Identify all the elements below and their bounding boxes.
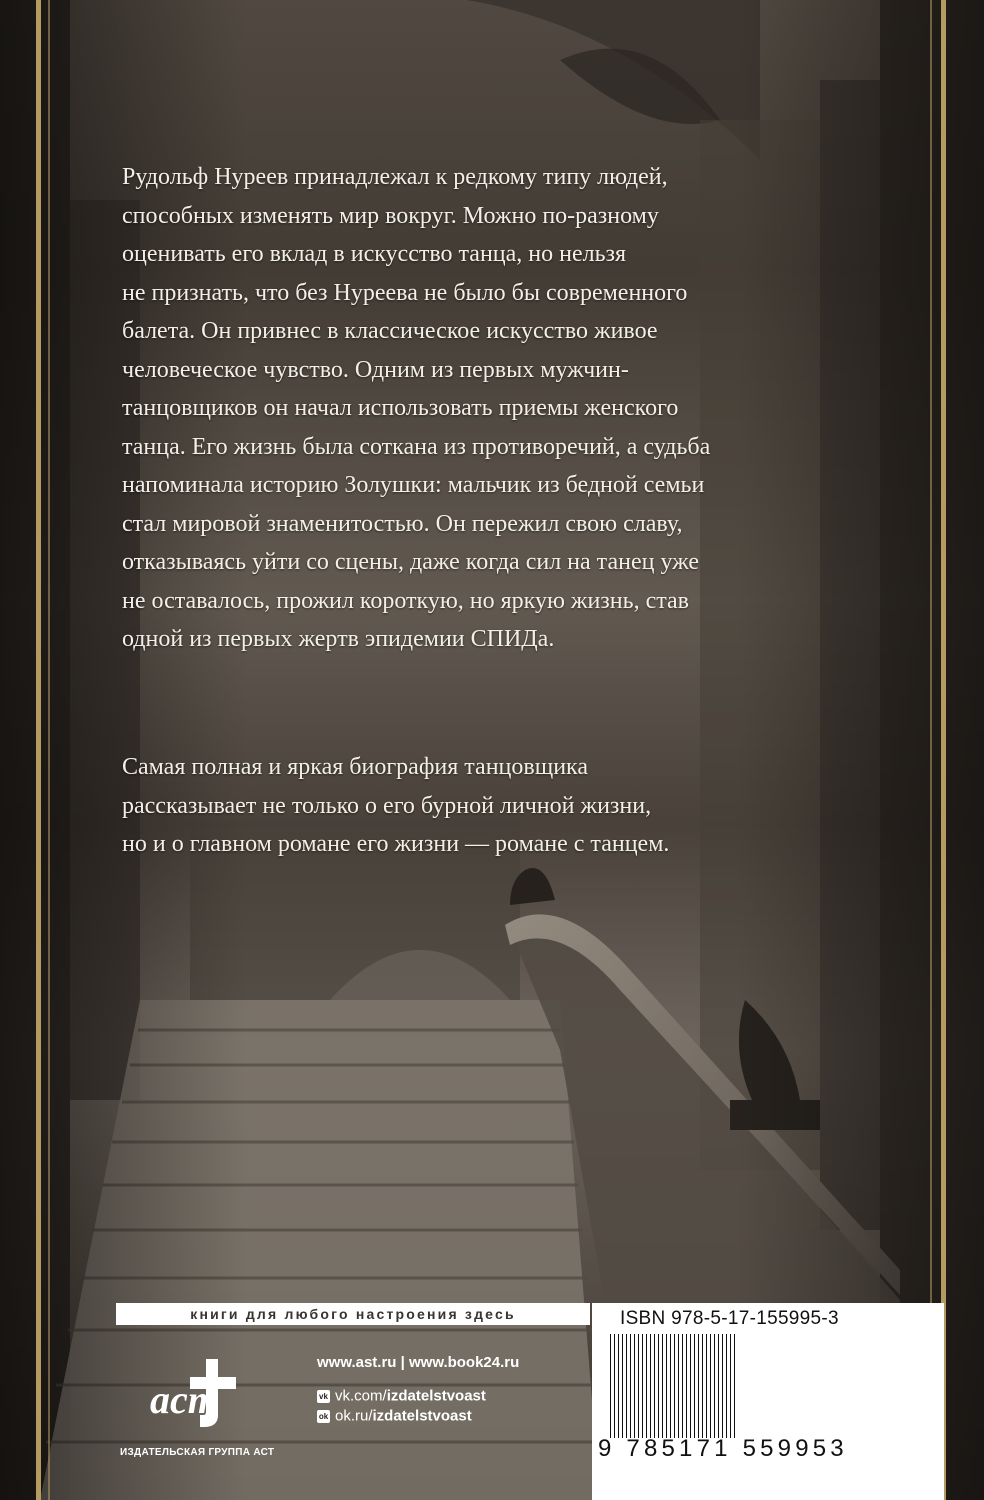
blurb-line: Самая полная и яркая биография танцовщика (122, 754, 588, 780)
barcode-bar (702, 1334, 703, 1438)
barcode-bar (698, 1334, 699, 1438)
blurb-line: оценивать его вклад в искусство танца, но нельзя (122, 241, 627, 267)
barcode-bar (706, 1334, 707, 1438)
blurb-line: но и о главном романе его жизни — романе с танцем. (122, 831, 670, 857)
barcode-bar (718, 1334, 719, 1438)
barcode-bar (654, 1334, 655, 1438)
barcode-bar (734, 1334, 735, 1438)
barcode-bar (686, 1334, 687, 1438)
odnoklassniki-icon: ok (318, 1411, 329, 1421)
barcode-bar (610, 1334, 611, 1438)
barcode-bar (626, 1334, 627, 1438)
barcode-bar (678, 1334, 679, 1438)
barcode-bar (666, 1334, 667, 1438)
ok-handle: izdatelstvoast (372, 1407, 472, 1425)
barcode-bar (634, 1334, 635, 1438)
barcode-bar (690, 1334, 691, 1438)
blurb-line: Рудольф Нуреев принадлежал к редкому типу людей, (122, 164, 668, 190)
barcode-bar (658, 1334, 659, 1438)
blurb-line: стал мировой знаменитостью. Он пережил свою славу, (122, 510, 683, 537)
barcode-bar (726, 1334, 727, 1438)
barcode-bar (714, 1334, 715, 1438)
barcode-bar (638, 1334, 639, 1438)
isbn-label: ISBN 978-5-17-155995-3 (620, 1308, 839, 1329)
blurb-paragraph-2 (122, 748, 842, 864)
blurb-line: напоминала историю Золушки: мальчик из бедной семьи (122, 472, 705, 498)
barcode-bar (670, 1334, 671, 1438)
barcode-bar (650, 1334, 651, 1438)
barcode-bar (618, 1334, 619, 1438)
barcode-bar (674, 1334, 675, 1438)
barcode-bar (642, 1334, 643, 1438)
blurb-paragraph-1 (122, 158, 842, 659)
ast-logo (148, 1355, 240, 1431)
barcode-bar (730, 1334, 731, 1438)
barcode-bar (614, 1334, 615, 1438)
isbn-barcode-box (592, 1303, 944, 1500)
barcode-bar (722, 1334, 723, 1438)
ok-prefix: ok.ru/ (335, 1407, 373, 1425)
barcode-digits: 9 785171 559953 (598, 1435, 848, 1462)
websites-link[interactable]: www.ast.ru | www.book24.ru (317, 1354, 520, 1371)
vk-link[interactable] (317, 1387, 486, 1405)
barcode-bar (682, 1334, 683, 1438)
vk-handle: izdatelstvoast (386, 1387, 486, 1405)
blurb-line: рассказывает не только о его бурной личной жизни, (122, 792, 652, 819)
ok-link[interactable] (317, 1407, 472, 1425)
blurb-line: человеческое чувство. Одним из первых мужчин- (122, 356, 629, 383)
blurb-line: не оставалось, прожил короткую, но яркую жизнь, став (122, 587, 689, 614)
blurb-line: не признать, что без Нуреева не было бы современного (122, 279, 688, 306)
barcode-bar (622, 1334, 623, 1438)
blurb-line: балета. Он привнес в классическое искусство живое (122, 318, 658, 344)
blurb-line: способных изменять мир вокруг. Можно по-разному (122, 202, 659, 229)
barcode-bar (694, 1334, 695, 1438)
blurb-line: одной из первых жертв эпидемии СПИДа. (122, 626, 555, 652)
blurb-line: танцовщиков он начал использовать приемы женского (122, 395, 679, 421)
barcode-bar (646, 1334, 647, 1438)
blurb-line: отказываясь уйти со сцены, даже когда сил на танец уже (122, 549, 700, 575)
vk-icon: vk (317, 1390, 330, 1403)
ast-logo-text: аст (150, 1377, 219, 1422)
publisher-name: ИЗДАТЕЛЬСКАЯ ГРУППА АСТ (120, 1447, 275, 1458)
barcode-bar (630, 1334, 631, 1438)
tagline-banner: книги для любого настроения здесь (116, 1303, 590, 1325)
vk-prefix: vk.com/ (335, 1387, 387, 1405)
barcode-bar (710, 1334, 711, 1438)
barcode (606, 1334, 928, 1438)
barcode-bar (662, 1334, 663, 1438)
blurb-line: танца. Его жизнь была соткана из противоречий, а судьба (122, 433, 711, 460)
